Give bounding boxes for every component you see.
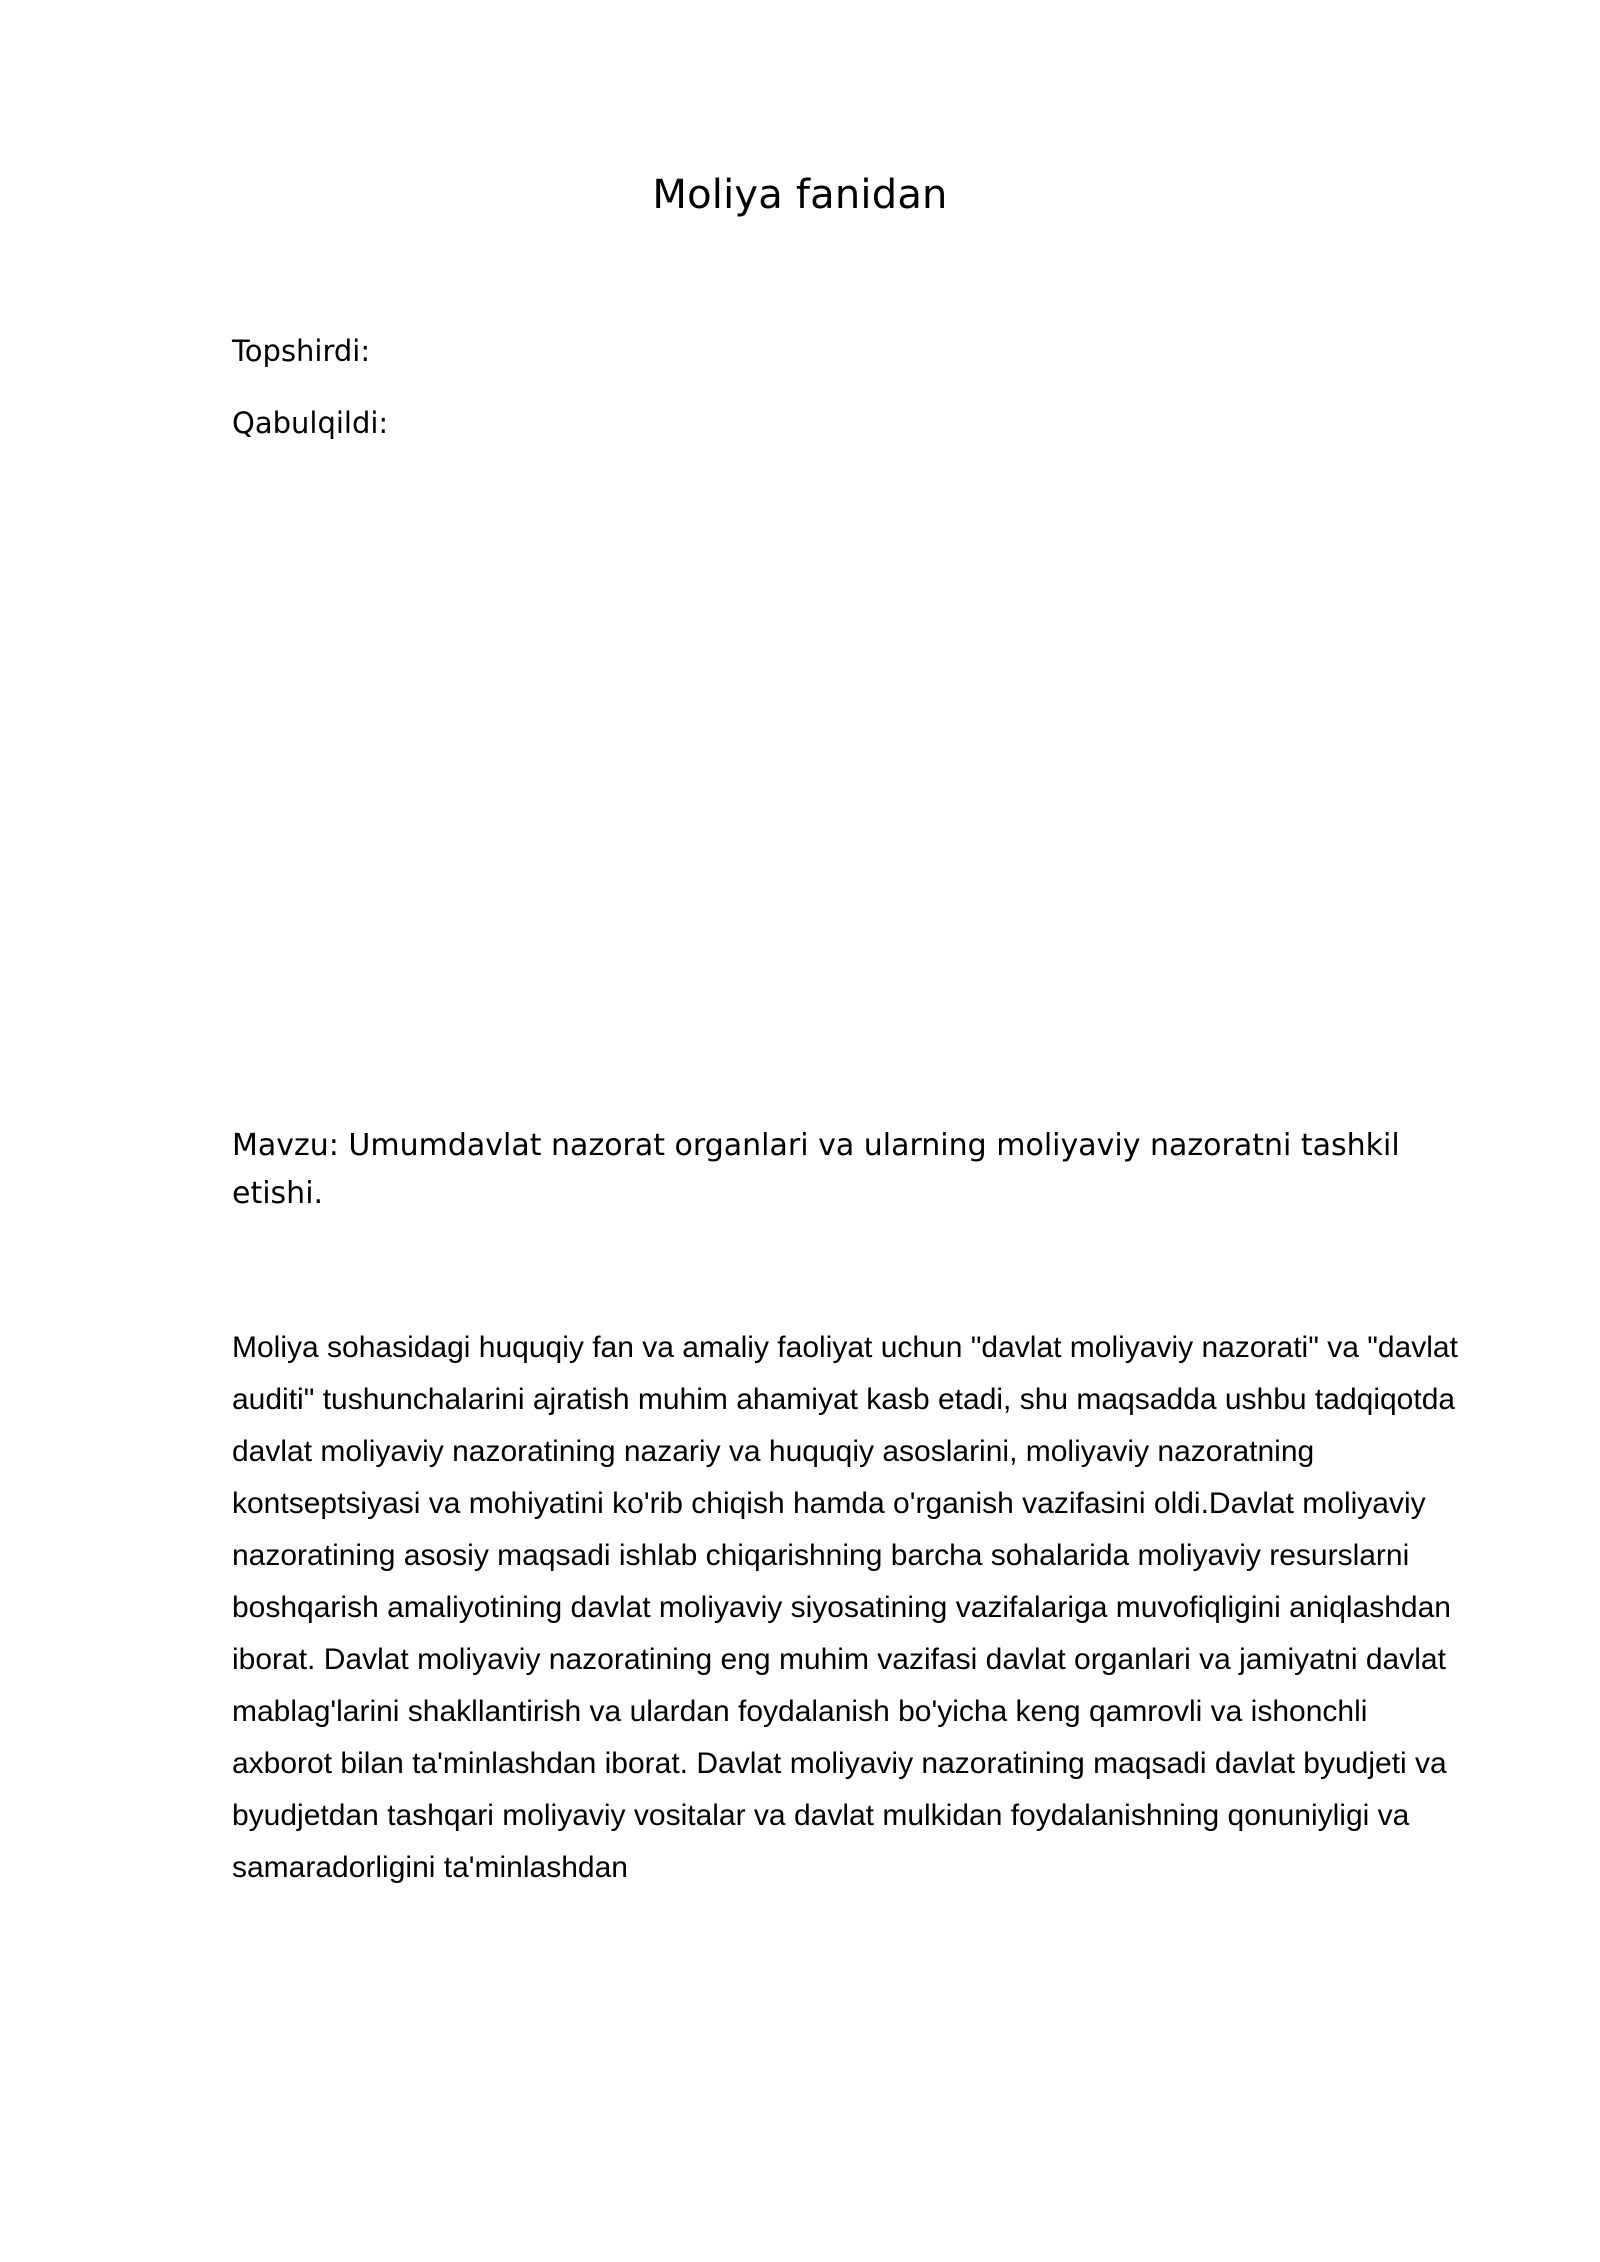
submission-meta-block	[232, 334, 1132, 440]
page-title: Moliya fanidan	[652, 171, 948, 218]
body-paragraph: Moliya sohasidagi huquqiy fan va amaliy faoliyat uchun "davlat moliyaviy nazorati" va "davlat auditi" tushunchalarini ajratish muhim ahamiyat kasb etadi, shu maqsadda ushbu tadqiqotda davlat moliyaviy nazoratining nazariy va huquqiy asoslarini, moliyaviy nazoratning kontseptsiyasi va mohiyatini ko'rib chiqish hamda o'rganish vazifasini oldi.Davlat moliyaviy nazoratining asosiy maqsadi ishlab chiqarishning barcha sohalarida moliyaviy resurslarni boshqarish amaliyotining davlat moliyaviy siyosatining vazifalariga muvofiqligini aniqlashdan iborat. Davlat moliyaviy nazoratining eng muhim vazifasi davlat organlari va jamiyatni davlat mablag'larini shakllantirish va ulardan foydalanish bo'yicha keng qamrovli va ishonchli axborot bilan ta'minlashdan iborat. Davlat moliyaviy nazoratining maqsadi davlat byudjeti va byudjetdan tashqari moliyaviy vositalar va davlat mulkidan foydalanishning qonuniyligi va samaradorligini ta'minlashdan	[232, 1331, 1467, 1884]
topic-heading: Mavzu: Umumdavlat nazorat organlari va ularning moliyaviy nazoratni tashkil etishi.	[232, 1128, 1400, 1211]
submitted-by-label: Topshirdi:	[232, 334, 371, 368]
accepted-by-label: Qabulqildi:	[232, 406, 389, 440]
